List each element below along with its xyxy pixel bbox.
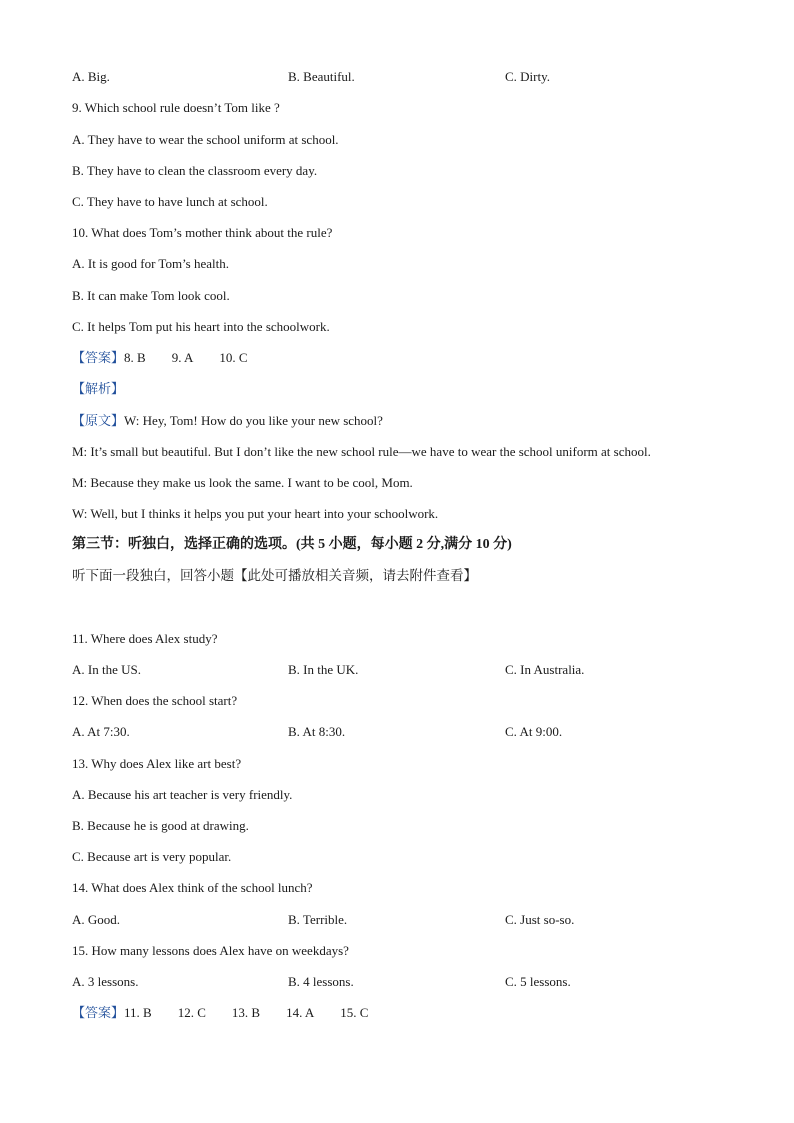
answer-item: 9. A — [171, 350, 194, 365]
q9-option-a: A. They have to wear the school uniform at school. — [72, 132, 339, 147]
answer-item: 11. B — [124, 1005, 152, 1020]
answer-block-2 — [72, 1005, 368, 1021]
transcript-line-1 — [72, 413, 383, 429]
q8-option-c: C. Dirty. — [505, 69, 551, 84]
q15-option-b: B. 4 lessons. — [288, 974, 354, 989]
section-3-instruction: 听下面一段独白，回答小题【此处可播放相关音频，请去附件查看】 — [72, 568, 477, 583]
q15-option-c: C. 5 lessons. — [505, 974, 571, 989]
transcript-text: W: Hey, Tom! How do you like your new school? — [124, 413, 383, 428]
answer-item: 8. B — [124, 350, 146, 365]
q12-option-a: A. At 7:30. — [72, 724, 130, 739]
q12-option-c: C. At 9:00. — [505, 724, 563, 739]
q11-option-a: A. In the US. — [72, 662, 141, 677]
q14-option-b: B. Terrible. — [288, 912, 348, 927]
q9-option-c: C. They have to have lunch at school. — [72, 194, 268, 209]
answer-item: 15. C — [340, 1005, 369, 1020]
q10-question: 10. What does Tom’s mother think about the rule? — [72, 225, 333, 240]
answer-item: 10. C — [219, 350, 248, 365]
q15-option-a: A. 3 lessons. — [72, 974, 139, 989]
q12-question: 12. When does the school start? — [72, 693, 238, 708]
q9-option-b: B. They have to clean the classroom every day. — [72, 163, 318, 178]
answer-item: 14. A — [286, 1005, 315, 1020]
answer-item: 13. B — [231, 1005, 261, 1020]
transcript-line-3: M: Because they make us look the same. I want to be cool, Mom. — [72, 475, 413, 490]
analysis-tag: 【解析】 — [72, 381, 125, 396]
q14-option-c: C. Just so-so. — [505, 912, 575, 927]
q8-option-a: A. Big. — [72, 69, 110, 84]
q11-question: 11. Where does Alex study? — [72, 631, 218, 646]
q13-option-a: A. Because his art teacher is very friendly. — [72, 787, 293, 802]
transcript-tag: 【原文】 — [72, 413, 125, 428]
transcript-line-2: M: It’s small but beautiful. But I don’t like the new school rule—we have to wear the school uniform at school. — [72, 444, 651, 459]
q13-option-c: C. Because art is very popular. — [72, 849, 232, 864]
q10-option-a: A. It is good for Tom’s health. — [72, 256, 230, 271]
section-3-title: 第三节：听独白，选择正确的选项。(共 5 小题，每小题 2 分,满分 10 分) — [72, 537, 512, 552]
q13-option-b: B. Because he is good at drawing. — [72, 818, 249, 833]
answer-block-1 — [72, 350, 248, 366]
q11-option-c: C. In Australia. — [505, 662, 585, 677]
answer-tag: 【答案】 — [72, 1005, 125, 1020]
answer-item: 12. C — [177, 1005, 206, 1020]
q8-option-b: B. Beautiful. — [288, 69, 355, 84]
q14-question: 14. What does Alex think of the school lunch? — [72, 880, 313, 895]
q10-option-b: B. It can make Tom look cool. — [72, 288, 230, 303]
q14-option-a: A. Good. — [72, 912, 121, 927]
q15-question: 15. How many lessons does Alex have on weekdays? — [72, 943, 349, 958]
transcript-line-4: W: Well, but I thinks it helps you put your heart into your schoolwork. — [72, 506, 439, 521]
q11-option-b: B. In the UK. — [288, 662, 359, 677]
q9-question: 9. Which school rule doesn’t Tom like ? — [72, 100, 280, 115]
q10-option-c: C. It helps Tom put his heart into the schoolwork. — [72, 319, 330, 334]
answer-tag: 【答案】 — [72, 350, 125, 365]
q12-option-b: B. At 8:30. — [288, 724, 346, 739]
q13-question: 13. Why does Alex like art best? — [72, 756, 242, 771]
